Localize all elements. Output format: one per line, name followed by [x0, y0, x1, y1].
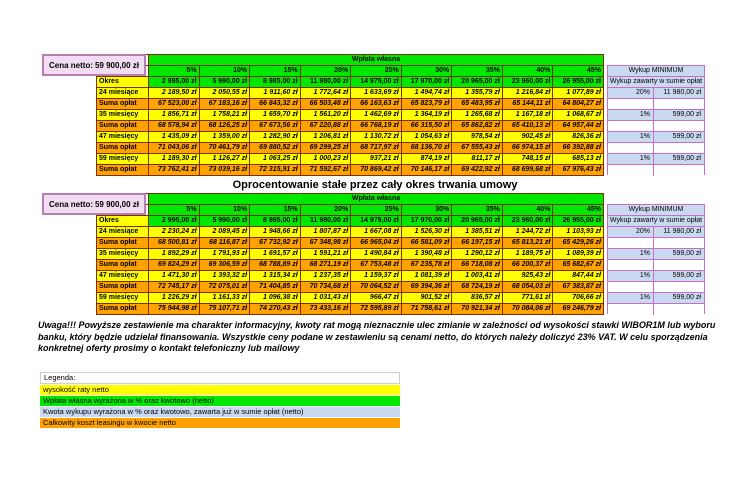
- suma-value-cell: 66 843,32 zł: [250, 99, 301, 110]
- rata-value-cell: 1 068,67 zł: [553, 110, 604, 121]
- suma-value-cell: 71 404,85 zł: [250, 282, 301, 293]
- rata-value-cell: 1 244,72 zł: [502, 227, 553, 238]
- percent-header-cell: 20%: [300, 205, 351, 216]
- payment-grid-2: [96, 193, 604, 315]
- wykup-value-row: [608, 154, 704, 165]
- suma-value-cell: 68 126,25 zł: [199, 121, 250, 132]
- rata-value-cell: 1 659,70 zł: [250, 110, 301, 121]
- suma-value-cell: 71 758,61 zł: [401, 304, 452, 315]
- suma-value-cell: 67 348,98 zł: [300, 238, 351, 249]
- period-row-label: 24 miesiące: [97, 88, 149, 99]
- wykup-percent-cell: [608, 304, 654, 315]
- wykup-amount-cell: [654, 260, 704, 270]
- okres-row-label: Okres: [97, 216, 149, 227]
- legend-title: Legenda:: [40, 372, 400, 384]
- rata-value-cell: 1 089,39 zł: [553, 249, 604, 260]
- rata-value-cell: 874,19 zł: [401, 154, 452, 165]
- wplata-wlasna-header: Wpłata własna: [149, 55, 604, 66]
- suma-row-label: Suma opłat: [97, 304, 149, 315]
- offer-table-1: [42, 54, 708, 176]
- wykup-empty-row: [608, 238, 704, 249]
- rata-value-cell: 1 315,34 zł: [250, 271, 301, 282]
- rata-value-cell: 1 494,74 zł: [401, 88, 452, 99]
- percent-header-cell: 40%: [502, 66, 553, 77]
- wykup-percent-cell: 20%: [608, 227, 654, 237]
- period-row-label: 47 miesięcy: [97, 271, 149, 282]
- okres-value-cell: 11 980,00 zł: [300, 216, 351, 227]
- legend-item: wysokość raty netto: [40, 385, 400, 395]
- wykup-percent-cell: 20%: [608, 88, 654, 98]
- suma-value-cell: 68 500,81 zł: [149, 238, 200, 249]
- okres-row-label: Okres: [97, 77, 149, 88]
- price-value: 59 900,00 zł: [94, 60, 139, 70]
- rata-value-cell: 1 390,48 zł: [401, 249, 452, 260]
- percent-header-cell: 20%: [300, 66, 351, 77]
- suma-value-cell: 73 039,16 zł: [199, 165, 250, 176]
- wykup-percent-cell: [608, 143, 654, 153]
- rata-value-cell: 2 189,50 zł: [149, 88, 200, 99]
- rata-value-cell: 1 892,29 zł: [149, 249, 200, 260]
- suma-value-cell: 65 862,82 zł: [452, 121, 503, 132]
- percent-header-cell: 15%: [250, 205, 301, 216]
- suma-row-label: Suma opłat: [97, 260, 149, 271]
- rata-value-cell: 1 385,51 zł: [452, 227, 503, 238]
- suma-value-cell: 66 163,63 zł: [351, 99, 402, 110]
- suma-value-cell: 66 200,37 zł: [502, 260, 553, 271]
- rata-value-cell: 1 206,81 zł: [300, 132, 351, 143]
- suma-value-cell: 67 976,43 zł: [553, 165, 604, 176]
- period-row-label: 59 miesięcy: [97, 293, 149, 304]
- wykup-percent-cell: 1%: [608, 110, 654, 120]
- period-row-label: 24 miesiące: [97, 227, 149, 238]
- rata-value-cell: 1 167,18 zł: [502, 110, 553, 121]
- rata-value-cell: 1 159,37 zł: [351, 271, 402, 282]
- rata-value-cell: 1 355,79 zł: [452, 88, 503, 99]
- rata-value-cell: 1 216,84 zł: [502, 88, 553, 99]
- percent-header-cell: 5%: [149, 205, 200, 216]
- period-row-label: 47 miesięcy: [97, 132, 149, 143]
- rata-value-cell: 902,45 zł: [502, 132, 553, 143]
- wykup-amount-cell: [654, 143, 704, 153]
- suma-value-cell: 65 410,13 zł: [502, 121, 553, 132]
- rata-value-cell: 1 077,89 zł: [553, 88, 604, 99]
- wykup-empty-row: [608, 165, 704, 176]
- suma-row-label: Suma opłat: [97, 121, 149, 132]
- legend-item: Kwota wykupu wyrażona w % oraz kwotowo, zawarta już w sumie opłat (netto): [40, 407, 400, 417]
- rata-value-cell: 1 189,30 zł: [149, 154, 200, 165]
- percent-header-cell: 5%: [149, 66, 200, 77]
- wykup-empty-row: [608, 143, 704, 154]
- wykup-amount-cell: 599,00 zł: [672, 111, 701, 118]
- wykup-percent-cell: 1%: [608, 154, 654, 164]
- suma-value-cell: 72 745,17 zł: [149, 282, 200, 293]
- price-value: 59 900,00 zł: [94, 199, 139, 209]
- rata-value-cell: 1 265,68 zł: [452, 110, 503, 121]
- suma-value-cell: 66 197,15 zł: [452, 238, 503, 249]
- wykup-panel: [607, 65, 705, 175]
- wykup-value-row: [608, 271, 704, 282]
- rata-value-cell: 1 462,69 zł: [351, 110, 402, 121]
- okres-value-cell: 23 960,00 zł: [502, 216, 553, 227]
- period-row-label: 35 miesięcy: [97, 110, 149, 121]
- rata-value-cell: 1 031,43 zł: [300, 293, 351, 304]
- okres-value-cell: 17 970,00 zł: [401, 77, 452, 88]
- wykup-percent-cell: [608, 238, 654, 248]
- rata-value-cell: 2 089,45 zł: [199, 227, 250, 238]
- rata-value-cell: 1 393,32 zł: [199, 271, 250, 282]
- disclaimer-note: Uwaga!!! Powyższe zestawienie ma charakter informacyjny, kwoty rat mogą nieznacznie ulec zmianie w zależności od wysokości stawki WIBOR1M lub wyboru banku, który będzie udzielał finansowania. Wszystkie ceny podane w zestawieniu są cenami netto, do których należy doliczyć 23% VAT. W celu sporządzenia konkretnej oferty prosimy o kontakt telefoniczny lub mailowy: [38, 320, 716, 354]
- suma-value-cell: 69 306,59 zł: [199, 260, 250, 271]
- rata-value-cell: 685,13 zł: [553, 154, 604, 165]
- suma-value-cell: 67 555,43 zł: [452, 143, 503, 154]
- okres-value-cell: 14 975,00 zł: [351, 216, 402, 227]
- rata-value-cell: 1 591,21 zł: [300, 249, 351, 260]
- suma-value-cell: 68 578,94 zł: [149, 121, 200, 132]
- wykup-percent-cell: 1%: [608, 293, 654, 303]
- rata-value-cell: 2 050,55 zł: [199, 88, 250, 99]
- percent-header-cell: 10%: [199, 66, 250, 77]
- percent-header-cell: 35%: [452, 205, 503, 216]
- suma-value-cell: 72 075,01 zł: [199, 282, 250, 293]
- wykup-empty-row: [608, 260, 704, 271]
- suma-row-label: Suma opłat: [97, 143, 149, 154]
- rata-value-cell: 901,52 zł: [401, 293, 452, 304]
- suma-value-cell: 66 768,19 zł: [351, 121, 402, 132]
- suma-value-cell: 67 235,78 zł: [401, 260, 452, 271]
- suma-value-cell: 66 718,08 zł: [452, 260, 503, 271]
- rata-value-cell: 1 471,30 zł: [149, 271, 200, 282]
- rata-value-cell: 1 807,87 zł: [300, 227, 351, 238]
- payment-grid-1: [96, 54, 604, 176]
- wykup-empty-row: [608, 99, 704, 110]
- suma-value-cell: 73 762,41 zł: [149, 165, 200, 176]
- rata-value-cell: 1 003,41 zł: [452, 271, 503, 282]
- okres-value-cell: 20 965,00 zł: [452, 216, 503, 227]
- rata-value-cell: 1 000,23 zł: [300, 154, 351, 165]
- suma-value-cell: 71 043,06 zł: [149, 143, 200, 154]
- rata-value-cell: 1 364,19 zł: [401, 110, 452, 121]
- percent-header-cell: 45%: [553, 66, 604, 77]
- price-box: [42, 193, 146, 215]
- wykup-value-row: [608, 110, 704, 121]
- percent-header-cell: 30%: [401, 205, 452, 216]
- suma-value-cell: 68 699,68 zł: [502, 165, 553, 176]
- okres-value-cell: 2 995,00 zł: [149, 216, 200, 227]
- suma-value-cell: 64 804,27 zł: [553, 99, 604, 110]
- rata-value-cell: 1 096,38 zł: [250, 293, 301, 304]
- rata-value-cell: 1 526,30 zł: [401, 227, 452, 238]
- suma-row-label: Suma opłat: [97, 238, 149, 249]
- wykup-amount-cell: 599,00 zł: [672, 133, 701, 140]
- okres-value-cell: 2 995,00 zł: [149, 77, 200, 88]
- wykup-amount-cell: [654, 165, 704, 176]
- wykup-amount-cell: [654, 99, 704, 109]
- rata-value-cell: 1 856,71 zł: [149, 110, 200, 121]
- wykup-percent-cell: 1%: [608, 132, 654, 142]
- rata-value-cell: 1 054,63 zł: [401, 132, 452, 143]
- rata-value-cell: 1 161,33 zł: [199, 293, 250, 304]
- legend-item: Wpłata własna wyrażona w % oraz kwotowo (netto): [40, 396, 400, 406]
- wykup-value-row: [608, 132, 704, 143]
- okres-value-cell: 23 960,00 zł: [502, 77, 553, 88]
- okres-value-cell: 26 955,00 zł: [553, 77, 604, 88]
- suma-value-cell: 68 136,70 zł: [401, 143, 452, 154]
- rata-value-cell: 1 189,75 zł: [502, 249, 553, 260]
- wykup-subtitle: Wykup zawarty w sumie opłat: [608, 77, 704, 88]
- suma-value-cell: 73 433,16 zł: [300, 304, 351, 315]
- okres-value-cell: 8 985,00 zł: [250, 216, 301, 227]
- suma-value-cell: 71 592,67 zł: [300, 165, 351, 176]
- wykup-value-row: [608, 293, 704, 304]
- wykup-subtitle: Wykup zawarty w sumie opłat: [608, 216, 704, 227]
- suma-value-cell: 70 921,34 zł: [452, 304, 503, 315]
- rata-value-cell: 1 758,21 zł: [199, 110, 250, 121]
- wykup-percent-cell: [608, 282, 654, 292]
- percent-header-cell: 30%: [401, 66, 452, 77]
- suma-value-cell: 66 392,88 zł: [553, 143, 604, 154]
- price-label: Cena netto:: [49, 199, 93, 209]
- percent-header-cell: 15%: [250, 66, 301, 77]
- suma-value-cell: 70 734,68 zł: [300, 282, 351, 293]
- wykup-amount-cell: 11 980,00 zł: [663, 89, 701, 96]
- rata-value-cell: 1 911,60 zł: [250, 88, 301, 99]
- wykup-amount-cell: 11 980,00 zł: [663, 228, 701, 235]
- wykup-empty-row: [608, 121, 704, 132]
- suma-value-cell: 68 116,87 zł: [199, 238, 250, 249]
- section-title: Oprocentowanie stałe przez cały okres trwania umowy: [232, 179, 518, 191]
- wykup-value-row: [608, 249, 704, 260]
- rata-value-cell: 1 226,29 zł: [149, 293, 200, 304]
- rata-value-cell: 1 237,35 zł: [300, 271, 351, 282]
- rata-value-cell: 925,43 zł: [502, 271, 553, 282]
- suma-value-cell: 66 965,04 zł: [351, 238, 402, 249]
- price-box: [42, 54, 146, 76]
- percent-header-cell: 45%: [553, 205, 604, 216]
- rata-value-cell: 937,21 zł: [351, 154, 402, 165]
- suma-value-cell: 70 064,52 zł: [351, 282, 402, 293]
- rata-value-cell: 811,17 zł: [452, 154, 503, 165]
- period-row-label: 59 miesięcy: [97, 154, 149, 165]
- rata-value-cell: 1 103,93 zł: [553, 227, 604, 238]
- rata-value-cell: 1 282,90 zł: [250, 132, 301, 143]
- wykup-percent-cell: [608, 165, 654, 176]
- wykup-amount-cell: 599,00 zł: [672, 272, 701, 279]
- suma-row-label: Suma opłat: [97, 282, 149, 293]
- suma-value-cell: 69 299,25 zł: [300, 143, 351, 154]
- wykup-amount-cell: [654, 304, 704, 315]
- percent-header-cell: 40%: [502, 205, 553, 216]
- wykup-amount-cell: 599,00 zł: [672, 155, 701, 162]
- okres-value-cell: 17 970,00 zł: [401, 216, 452, 227]
- rata-value-cell: 1 490,84 zł: [351, 249, 402, 260]
- percent-header-cell: 35%: [452, 66, 503, 77]
- suma-value-cell: 66 581,09 zł: [401, 238, 452, 249]
- percent-header-cell: 10%: [199, 205, 250, 216]
- suma-value-cell: 69 394,36 zł: [401, 282, 452, 293]
- rata-value-cell: 1 063,25 zł: [250, 154, 301, 165]
- suma-value-cell: 67 220,88 zł: [300, 121, 351, 132]
- period-row-label: 35 miesięcy: [97, 249, 149, 260]
- suma-value-cell: 65 483,95 zł: [452, 99, 503, 110]
- wykup-amount-cell: [654, 121, 704, 131]
- rata-value-cell: 1 667,08 zł: [351, 227, 402, 238]
- okres-value-cell: 11 980,00 zł: [300, 77, 351, 88]
- wykup-value-row: [608, 88, 704, 99]
- suma-value-cell: 68 724,19 zł: [452, 282, 503, 293]
- rata-value-cell: 748,15 zł: [502, 154, 553, 165]
- okres-value-cell: 5 990,00 zł: [199, 77, 250, 88]
- wykup-title: Wykup MINIMUM: [608, 205, 704, 216]
- suma-value-cell: 66 503,48 zł: [300, 99, 351, 110]
- rata-value-cell: 771,61 zł: [502, 293, 553, 304]
- wykup-amount-cell: 599,00 zł: [672, 294, 701, 301]
- suma-value-cell: 67 732,92 zł: [250, 238, 301, 249]
- suma-value-cell: 64 957,44 zł: [553, 121, 604, 132]
- okres-value-cell: 8 985,00 zł: [250, 77, 301, 88]
- rata-value-cell: 1 290,12 zł: [452, 249, 503, 260]
- rata-value-cell: 836,57 zł: [452, 293, 503, 304]
- rata-value-cell: 978,54 zł: [452, 132, 503, 143]
- rata-value-cell: 1 081,39 zł: [401, 271, 452, 282]
- suma-value-cell: 69 824,29 zł: [149, 260, 200, 271]
- suma-value-cell: 67 673,56 zł: [250, 121, 301, 132]
- wplata-wlasna-header: Wpłata własna: [149, 194, 604, 205]
- suma-value-cell: 70 084,06 zł: [502, 304, 553, 315]
- suma-value-cell: 66 315,50 zł: [401, 121, 452, 132]
- wykup-amount-cell: [654, 238, 704, 248]
- suma-value-cell: 67 183,16 zł: [199, 99, 250, 110]
- suma-value-cell: 72 315,91 zł: [250, 165, 301, 176]
- wykup-percent-cell: [608, 260, 654, 270]
- rata-value-cell: 826,36 zł: [553, 132, 604, 143]
- suma-value-cell: 65 682,67 zł: [553, 260, 604, 271]
- suma-value-cell: 72 595,89 zł: [351, 304, 402, 315]
- suma-value-cell: 68 717,97 zł: [351, 143, 402, 154]
- okres-value-cell: 5 990,00 zł: [199, 216, 250, 227]
- suma-value-cell: 70 146,17 zł: [401, 165, 452, 176]
- rata-value-cell: 1 561,20 zł: [300, 110, 351, 121]
- wykup-percent-cell: [608, 121, 654, 131]
- okres-value-cell: 26 955,00 zł: [553, 216, 604, 227]
- offer-table-2: [42, 193, 708, 315]
- suma-value-cell: 75 107,71 zł: [199, 304, 250, 315]
- okres-value-cell: 20 965,00 zł: [452, 77, 503, 88]
- suma-value-cell: 68 788,89 zł: [250, 260, 301, 271]
- suma-value-cell: 68 054,03 zł: [502, 282, 553, 293]
- rata-value-cell: 1 633,69 zł: [351, 88, 402, 99]
- wykup-amount-cell: [654, 282, 704, 292]
- rata-value-cell: 1 948,66 zł: [250, 227, 301, 238]
- legend-item: Całkowity koszt leasingu w kwocie netto: [40, 418, 400, 428]
- suma-value-cell: 74 270,43 zł: [250, 304, 301, 315]
- wykup-percent-cell: 1%: [608, 249, 654, 259]
- suma-value-cell: 69 246,79 zł: [553, 304, 604, 315]
- suma-value-cell: 67 383,87 zł: [553, 282, 604, 293]
- rata-value-cell: 1 130,72 zł: [351, 132, 402, 143]
- wykup-empty-row: [608, 304, 704, 315]
- rata-value-cell: 1 791,93 zł: [199, 249, 250, 260]
- suma-value-cell: 70 869,42 zł: [351, 165, 402, 176]
- suma-row-label: Suma opłat: [97, 99, 149, 110]
- price-label: Cena netto:: [49, 60, 93, 70]
- suma-value-cell: 68 271,19 zł: [300, 260, 351, 271]
- rata-value-cell: 1 772,64 zł: [300, 88, 351, 99]
- suma-row-label: Suma opłat: [97, 165, 149, 176]
- rata-value-cell: 1 359,00 zł: [199, 132, 250, 143]
- rata-value-cell: 2 230,24 zł: [149, 227, 200, 238]
- wykup-percent-cell: [608, 99, 654, 109]
- suma-value-cell: 65 813,21 zł: [502, 238, 553, 249]
- suma-value-cell: 69 422,92 zł: [452, 165, 503, 176]
- rata-value-cell: 1 691,57 zł: [250, 249, 301, 260]
- wykup-panel: [607, 204, 705, 314]
- rata-value-cell: 706,66 zł: [553, 293, 604, 304]
- rata-value-cell: 1 435,09 zł: [149, 132, 200, 143]
- suma-value-cell: 69 880,52 zł: [250, 143, 301, 154]
- rata-value-cell: 1 126,27 zł: [199, 154, 250, 165]
- wykup-empty-row: [608, 282, 704, 293]
- suma-value-cell: 66 974,15 zł: [502, 143, 553, 154]
- suma-value-cell: 65 429,26 zł: [553, 238, 604, 249]
- suma-value-cell: 75 944,98 zł: [149, 304, 200, 315]
- rata-value-cell: 847,44 zł: [553, 271, 604, 282]
- wykup-amount-cell: 599,00 zł: [672, 250, 701, 257]
- rata-value-cell: 966,47 zł: [351, 293, 402, 304]
- suma-value-cell: 65 823,79 zł: [401, 99, 452, 110]
- suma-value-cell: 67 753,48 zł: [351, 260, 402, 271]
- wykup-title: Wykup MINIMUM: [608, 66, 704, 77]
- suma-value-cell: 65 144,11 zł: [502, 99, 553, 110]
- percent-header-cell: 25%: [351, 205, 402, 216]
- suma-value-cell: 67 523,00 zł: [149, 99, 200, 110]
- wykup-percent-cell: 1%: [608, 271, 654, 281]
- okres-value-cell: 14 975,00 zł: [351, 77, 402, 88]
- percent-header-cell: 25%: [351, 66, 402, 77]
- wykup-value-row: [608, 227, 704, 238]
- legend: [40, 372, 400, 429]
- suma-value-cell: 70 461,79 zł: [199, 143, 250, 154]
